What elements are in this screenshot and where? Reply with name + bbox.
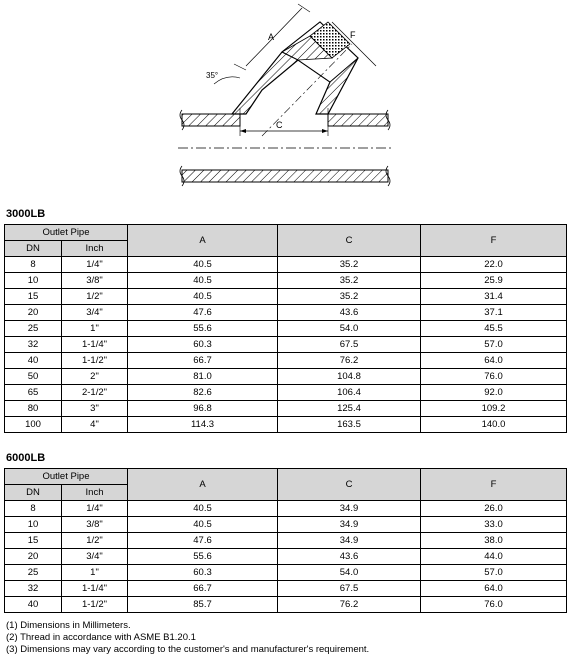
cell-inch: 1/2" (62, 289, 128, 305)
cell-inch: 3/8" (62, 273, 128, 289)
cell-dn: 80 (5, 401, 62, 417)
cell-f: 140.0 (421, 417, 567, 433)
cell-dn: 8 (5, 257, 62, 273)
cell-a: 40.5 (128, 517, 278, 533)
cell-dn: 15 (5, 289, 62, 305)
cell-inch: 2" (62, 369, 128, 385)
cell-c: 54.0 (278, 321, 421, 337)
table-3000 (4, 224, 567, 433)
cell-c: 67.5 (278, 337, 421, 353)
table-row (5, 257, 567, 273)
cell-inch: 1-1/4" (62, 337, 128, 353)
cell-a: 40.5 (128, 289, 278, 305)
cell-dn: 20 (5, 305, 62, 321)
table-3000-body (5, 257, 567, 433)
cell-dn: 15 (5, 533, 62, 549)
cell-c: 34.9 (278, 517, 421, 533)
table-row (5, 533, 567, 549)
cell-a: 47.6 (128, 533, 278, 549)
cell-a: 55.6 (128, 549, 278, 565)
cell-dn: 100 (5, 417, 62, 433)
cell-a: 114.3 (128, 417, 278, 433)
col-f-header: F (421, 225, 567, 257)
col-dn-header: DN (5, 485, 62, 501)
col-dn-header: DN (5, 241, 62, 257)
cell-a: 47.6 (128, 305, 278, 321)
cell-a: 85.7 (128, 597, 278, 613)
table-6000-body (5, 501, 567, 613)
cell-inch: 4" (62, 417, 128, 433)
cell-dn: 20 (5, 549, 62, 565)
cell-dn: 25 (5, 321, 62, 337)
col-f-header: F (421, 469, 567, 501)
cell-dn: 40 (5, 353, 62, 369)
cell-f: 22.0 (421, 257, 567, 273)
table-row (5, 401, 567, 417)
cell-dn: 32 (5, 581, 62, 597)
cell-a: 55.6 (128, 321, 278, 337)
cell-inch: 1/4" (62, 257, 128, 273)
cell-c: 106.4 (278, 385, 421, 401)
cell-c: 43.6 (278, 549, 421, 565)
cell-inch: 3/8" (62, 517, 128, 533)
cell-dn: 25 (5, 565, 62, 581)
table-row (5, 353, 567, 369)
cell-a: 40.5 (128, 501, 278, 517)
table-row (5, 517, 567, 533)
table-row (5, 417, 567, 433)
table-row (5, 289, 567, 305)
table-row (5, 273, 567, 289)
cell-c: 76.2 (278, 353, 421, 369)
cell-f: 57.0 (421, 337, 567, 353)
cell-c: 35.2 (278, 289, 421, 305)
cell-dn: 10 (5, 517, 62, 533)
outlet-pipe-header: Outlet Pipe (5, 225, 128, 241)
cell-a: 66.7 (128, 581, 278, 597)
cell-f: 45.5 (421, 321, 567, 337)
cell-inch: 1-1/4" (62, 581, 128, 597)
latrolet-drawing (170, 0, 400, 192)
cell-dn: 10 (5, 273, 62, 289)
table-row (5, 581, 567, 597)
cell-f: 76.0 (421, 597, 567, 613)
dim-f-label: F (350, 30, 356, 40)
cell-inch: 1" (62, 321, 128, 337)
col-inch-header: Inch (62, 485, 128, 501)
cell-dn: 65 (5, 385, 62, 401)
cell-dn: 8 (5, 501, 62, 517)
dim-c-label: C (276, 120, 283, 130)
cell-inch: 1/2" (62, 533, 128, 549)
cell-c: 34.9 (278, 533, 421, 549)
cell-f: 109.2 (421, 401, 567, 417)
cell-f: 38.0 (421, 533, 567, 549)
col-a-header: A (128, 469, 278, 501)
cell-f: 44.0 (421, 549, 567, 565)
cell-inch: 3/4" (62, 305, 128, 321)
note-item: (2) Thread in accordance with ASME B1.20.1 (6, 632, 196, 643)
table-row (5, 337, 567, 353)
table-row (5, 565, 567, 581)
cell-c: 67.5 (278, 581, 421, 597)
cell-inch: 1/4" (62, 501, 128, 517)
outlet-pipe-header: Outlet Pipe (5, 469, 128, 485)
table-row (5, 369, 567, 385)
cell-a: 82.6 (128, 385, 278, 401)
cell-a: 66.7 (128, 353, 278, 369)
cell-c: 43.6 (278, 305, 421, 321)
cell-a: 60.3 (128, 565, 278, 581)
cell-inch: 1-1/2" (62, 597, 128, 613)
table-row (5, 385, 567, 401)
cell-f: 76.0 (421, 369, 567, 385)
col-c-header: C (278, 469, 421, 501)
cell-c: 125.4 (278, 401, 421, 417)
cell-inch: 1" (62, 565, 128, 581)
col-a-header: A (128, 225, 278, 257)
cell-c: 76.2 (278, 597, 421, 613)
cell-f: 37.1 (421, 305, 567, 321)
cell-f: 92.0 (421, 385, 567, 401)
table-row (5, 501, 567, 517)
cell-a: 40.5 (128, 257, 278, 273)
cell-dn: 40 (5, 597, 62, 613)
cell-inch: 2-1/2" (62, 385, 128, 401)
cell-a: 81.0 (128, 369, 278, 385)
table-6000 (4, 468, 567, 613)
cell-dn: 50 (5, 369, 62, 385)
cell-inch: 3" (62, 401, 128, 417)
cell-c: 163.5 (278, 417, 421, 433)
cell-c: 104.8 (278, 369, 421, 385)
cell-f: 64.0 (421, 353, 567, 369)
table-3000-title: 3000LB (6, 208, 46, 220)
cell-c: 35.2 (278, 273, 421, 289)
cell-a: 96.8 (128, 401, 278, 417)
cell-dn: 32 (5, 337, 62, 353)
table-row (5, 549, 567, 565)
cell-inch: 3/4" (62, 549, 128, 565)
dim-a-label: A (268, 32, 275, 42)
angle-label: 35° (206, 71, 219, 80)
note-item: (1) Dimensions in Millimeters. (6, 620, 131, 631)
table-6000-title: 6000LB (6, 452, 46, 464)
table-row (5, 597, 567, 613)
cell-a: 40.5 (128, 273, 278, 289)
table-row (5, 321, 567, 337)
col-inch-header: Inch (62, 241, 128, 257)
notes (6, 620, 369, 656)
cell-c: 54.0 (278, 565, 421, 581)
cell-f: 26.0 (421, 501, 567, 517)
col-c-header: C (278, 225, 421, 257)
table-row (5, 305, 567, 321)
cell-f: 64.0 (421, 581, 567, 597)
cell-f: 25.9 (421, 273, 567, 289)
cell-f: 31.4 (421, 289, 567, 305)
cell-f: 57.0 (421, 565, 567, 581)
cell-a: 60.3 (128, 337, 278, 353)
cell-f: 33.0 (421, 517, 567, 533)
cell-c: 35.2 (278, 257, 421, 273)
cell-inch: 1-1/2" (62, 353, 128, 369)
cell-c: 34.9 (278, 501, 421, 517)
note-item: (3) Dimensions may vary according to the customer's and manufacturer's requirement. (6, 644, 370, 655)
